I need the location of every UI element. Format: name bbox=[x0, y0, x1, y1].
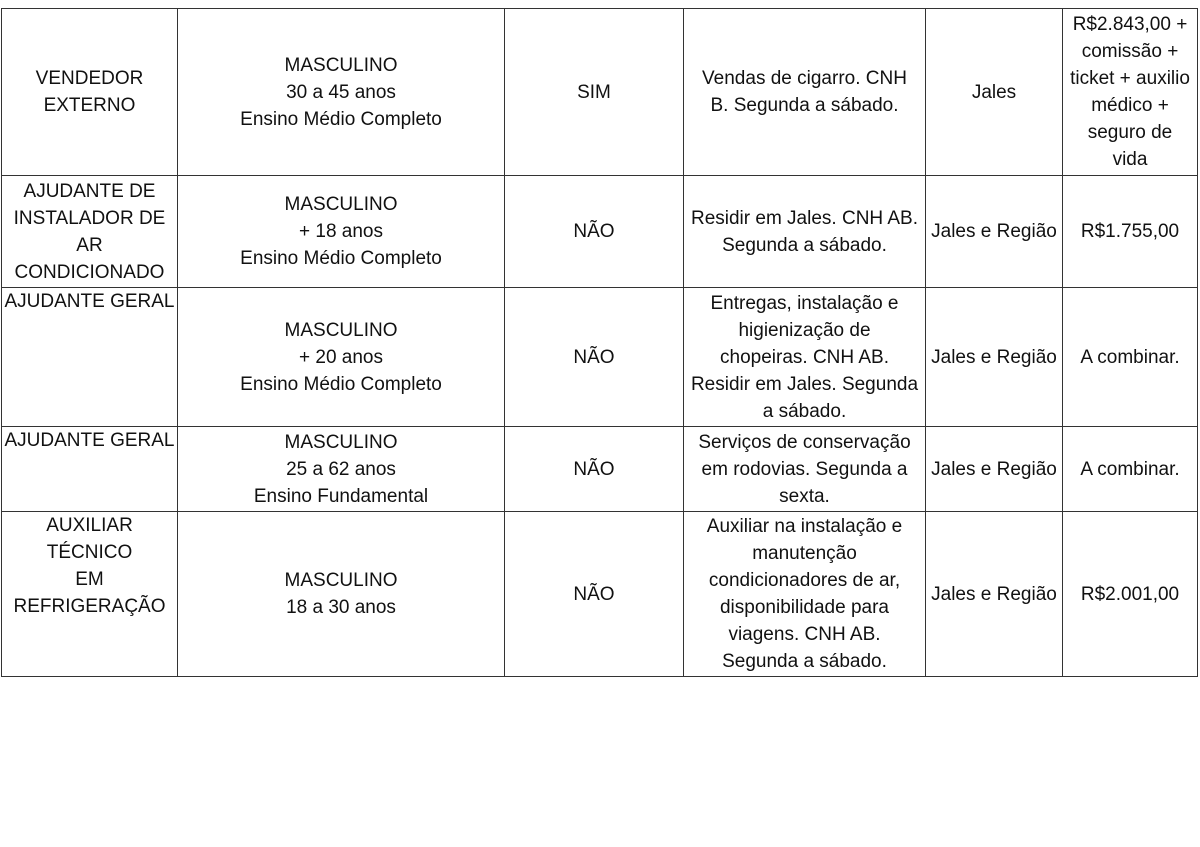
profile-cell: MASCULINO 30 a 45 anos Ensino Médio Completo bbox=[178, 9, 505, 176]
salary-cell: R$2.001,00 bbox=[1063, 512, 1198, 677]
requirements-cell: Serviços de conservação em rodovias. Segunda a sexta. bbox=[684, 427, 926, 512]
profile-cell: MASCULINO 18 a 30 anos bbox=[178, 512, 505, 677]
salary-cell: A combinar. bbox=[1063, 288, 1198, 427]
job-title-cell: AJUDANTE GERAL bbox=[2, 288, 178, 427]
location-cell: Jales e Região bbox=[926, 512, 1063, 677]
profile-cell: MASCULINO 25 a 62 anos Ensino Fundamental bbox=[178, 427, 505, 512]
location-cell: Jales e Região bbox=[926, 288, 1063, 427]
requirements-cell: Entregas, instalação e higienização de chopeiras. CNH AB. Residir em Jales. Segunda a sábado. bbox=[684, 288, 926, 427]
table-row bbox=[2, 288, 1198, 427]
table-row bbox=[2, 512, 1198, 677]
location-cell: Jales e Região bbox=[926, 427, 1063, 512]
location-cell: Jales bbox=[926, 9, 1063, 176]
table-row bbox=[2, 176, 1198, 288]
experience-cell: SIM bbox=[505, 9, 684, 176]
table-row bbox=[2, 427, 1198, 512]
salary-cell: R$1.755,00 bbox=[1063, 176, 1198, 288]
requirements-cell: Residir em Jales. CNH AB. Segunda a sábado. bbox=[684, 176, 926, 288]
profile-cell: MASCULINO + 18 anos Ensino Médio Completo bbox=[178, 176, 505, 288]
location-cell: Jales e Região bbox=[926, 176, 1063, 288]
job-title-cell: VENDEDOR EXTERNO bbox=[2, 9, 178, 176]
job-title-cell: AJUDANTE GERAL bbox=[2, 427, 178, 512]
experience-cell: NÃO bbox=[505, 512, 684, 677]
job-title-cell: AJUDANTE DE INSTALADOR DE AR CONDICIONADO bbox=[2, 176, 178, 288]
requirements-cell: Auxiliar na instalação e manutenção condicionadores de ar, disponibilidade para viagens. CNH AB. Segunda a sábado. bbox=[684, 512, 926, 677]
salary-cell: R$2.843,00 + comissão + ticket + auxilio médico + seguro de vida bbox=[1063, 9, 1198, 176]
table-row bbox=[2, 9, 1198, 176]
experience-cell: NÃO bbox=[505, 427, 684, 512]
job-openings-table bbox=[1, 8, 1198, 677]
salary-cell: A combinar. bbox=[1063, 427, 1198, 512]
experience-cell: NÃO bbox=[505, 176, 684, 288]
requirements-cell: Vendas de cigarro. CNH B. Segunda a sábado. bbox=[684, 9, 926, 176]
experience-cell: NÃO bbox=[505, 288, 684, 427]
job-title-cell: AUXILIAR TÉCNICO EM REFRIGERAÇÃO bbox=[2, 512, 178, 677]
profile-cell: MASCULINO + 20 anos Ensino Médio Completo bbox=[178, 288, 505, 427]
